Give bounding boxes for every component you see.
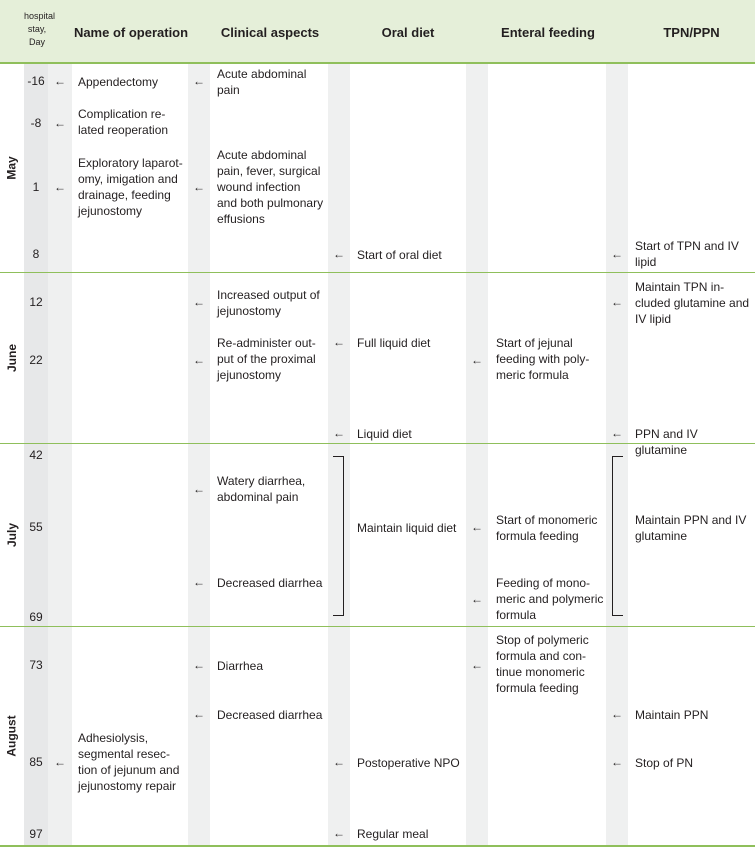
- tpn-text: Maintain TPN in- cluded glutamine and IV lipid: [635, 280, 750, 326]
- clinical-text: Acute abdominal pain: [217, 67, 307, 97]
- enteral-text: Stop of polymeric formula and con- tinue monomeric formula feeding: [496, 633, 589, 695]
- header-oral: Oral diet: [381, 25, 435, 40]
- arrow-icon: ←: [611, 707, 623, 721]
- arrow-icon: ←: [54, 755, 66, 769]
- tpn-text: Stop of PN: [635, 756, 694, 770]
- tpn-text: Start of TPN and IV lipid: [635, 239, 739, 269]
- header-tpn: TPN/PPN: [663, 25, 720, 40]
- clinical-text: Re-administer out- put of the proximal jejunostomy: [217, 336, 316, 382]
- header-day-line1: hospital: [24, 11, 56, 21]
- clinical-text: Decreased diarrhea: [217, 576, 323, 590]
- day-label: -16: [27, 74, 45, 88]
- tpn-text: Maintain PPN: [635, 708, 709, 722]
- oral-arrow-column-shade: [328, 63, 350, 845]
- tpn-arrow-column-shade: [606, 63, 628, 845]
- header-day-line2: stay,: [27, 24, 47, 34]
- clinical-text: Decreased diarrhea: [217, 708, 323, 722]
- arrow-icon: ←: [471, 353, 483, 367]
- clinical-text: Watery diarrhea, abdominal pain: [217, 474, 306, 504]
- arrow-icon: ←: [611, 755, 623, 769]
- operation-text: Adhesiolysis, segmental resec- tion of jejunum and jejunostomy repair: [78, 731, 180, 793]
- header-rule: [0, 62, 755, 64]
- oral-text: Postoperative NPO: [357, 756, 460, 770]
- operation-text: Complication re- lated reoperation: [78, 107, 169, 137]
- oral-text: Full liquid diet: [357, 336, 431, 350]
- oral-text: Regular meal: [357, 827, 429, 841]
- arrow-icon: ←: [193, 180, 205, 194]
- arrow-icon: ←: [193, 74, 205, 88]
- header-day-line3: Day: [28, 37, 45, 47]
- tpn-text: Maintain PPN and IV glutamine: [635, 513, 747, 543]
- month-may: May: [5, 155, 19, 180]
- clinical-text: Acute abdominal pain, fever, surgical wound infection and both pulmonary effusions: [217, 148, 324, 226]
- oral-duration-bracket: [333, 456, 344, 616]
- day-label: 42: [29, 448, 43, 462]
- oral-text: Start of oral diet: [357, 248, 442, 262]
- arrow-icon: ←: [471, 520, 483, 534]
- month-july: July: [5, 522, 20, 548]
- operation-text: Exploratory laparot- omy, imigation and drainage, feeding jejunostomy: [78, 156, 183, 218]
- arrow-icon: ←: [193, 295, 205, 309]
- arrow-icon: ←: [611, 426, 623, 440]
- header-operation: Name of operation: [73, 25, 189, 40]
- day-label: 69: [29, 610, 43, 624]
- arrow-icon: ←: [54, 116, 66, 130]
- oral-text: Liquid diet: [357, 427, 412, 441]
- arrow-icon: ←: [54, 180, 66, 194]
- day-label: 22: [29, 353, 43, 367]
- july-august-rule: [0, 626, 755, 627]
- day-label: 55: [29, 520, 43, 534]
- arrow-icon: ←: [193, 658, 205, 672]
- arrow-icon: ←: [54, 74, 66, 88]
- arrow-icon: ←: [333, 335, 345, 349]
- header-clinical: Clinical aspects: [220, 25, 320, 40]
- header-enteral: Enteral feeding: [501, 25, 595, 40]
- arrow-icon: ←: [333, 426, 345, 440]
- enteral-text: Feeding of mono- meric and polymeric formula: [496, 576, 604, 622]
- arrow-icon: ←: [193, 482, 205, 496]
- month-june: June: [5, 343, 20, 373]
- enteral-arrow-column-shade: [466, 63, 488, 845]
- day-label: 1: [32, 180, 40, 194]
- operation-text: Appendectomy: [78, 75, 159, 89]
- arrow-icon: ←: [333, 755, 345, 769]
- clinical-text: Increased output of jejunostomy: [217, 288, 320, 318]
- arrow-icon: ←: [193, 353, 205, 367]
- enteral-text: Start of jejunal feeding with poly- meric formula: [496, 336, 590, 382]
- arrow-icon: ←: [193, 707, 205, 721]
- day-label: -8: [30, 116, 42, 130]
- day-label: 73: [29, 658, 43, 672]
- arrow-icon: ←: [333, 247, 345, 261]
- day-label: 97: [29, 827, 43, 841]
- day-label: 12: [29, 295, 43, 309]
- arrow-icon: ←: [193, 575, 205, 589]
- day-label: 8: [32, 247, 40, 261]
- arrow-icon: ←: [611, 295, 623, 309]
- tpn-duration-bracket: [612, 456, 623, 616]
- arrow-icon: ←: [333, 826, 345, 840]
- clinical-text: Diarrhea: [217, 659, 264, 673]
- day-label: 85: [29, 755, 43, 769]
- enteral-text: Start of monomeric formula feeding: [496, 513, 598, 543]
- oral-text: Maintain liquid diet: [357, 521, 457, 535]
- arrow-icon: ←: [471, 592, 483, 606]
- tpn-text: PPN and IV glutamine: [635, 427, 698, 457]
- arrow-icon: ←: [471, 658, 483, 672]
- may-june-rule: [0, 272, 755, 273]
- month-august: August: [5, 715, 20, 757]
- arrow-icon: ←: [611, 247, 623, 261]
